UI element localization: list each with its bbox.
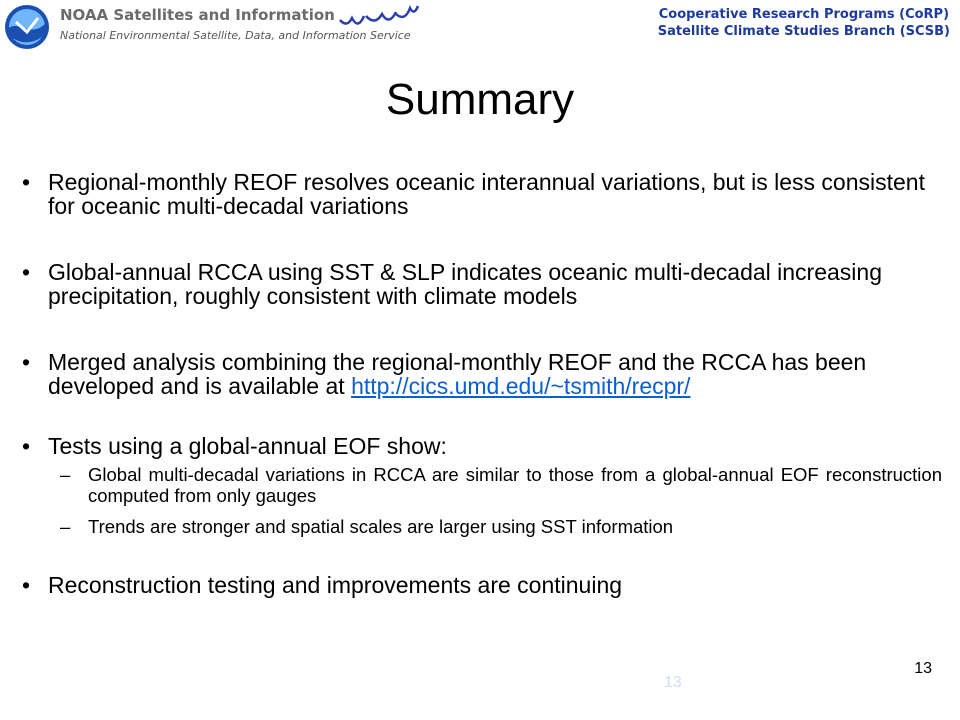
program-branch-label [658,6,950,40]
bullet-item [22,434,942,458]
sub-bullet-marker: – [60,464,71,485]
branch-name: Satellite Climate Studies Branch (SCSB) [657,24,950,39]
sub-bullet-text: Trends are stronger and spatial scales are larger using SST information [88,516,674,537]
sub-bullet-item [22,464,942,506]
sub-bullet-text: Global multi-decadal variations in RCCA are similar to those from a global-annual EOF reconstruction computed from only gauges [88,464,942,506]
bullet-marker: • [22,169,31,195]
slide-content [22,170,942,597]
org-name: NOAA Satellites and Information [60,6,335,24]
bullet-text: Regional-monthly REOF resolves oceanic interannual variations, but is less consistent for oceanic multi-decadal variations [48,169,925,219]
slide-header [0,0,960,56]
page-number: 13 [914,660,932,677]
slide-title: Summary [385,75,575,124]
watermark-page-number: 13 [664,674,682,691]
bullet-marker: • [22,433,31,459]
bullet-item [22,350,942,398]
bullet-marker: • [22,259,31,285]
recpr-link[interactable]: http://cics.umd.edu/~tsmith/recpr/ [351,373,691,399]
bullet-text: Merged analysis combining the regional-monthly REOF and the RCCA has been developed and is available at [48,349,867,399]
birds-graphic-icon [338,2,420,32]
bullet-text: Global-annual RCCA using SST & SLP indicates oceanic multi-decadal increasing precipitation, roughly consistent with climate models [48,259,882,309]
bullet-text: Tests using a global-annual EOF show: [48,433,447,459]
bullet-item [22,260,942,308]
sub-bullet-marker: – [60,516,71,537]
bullet-marker: • [22,572,31,598]
corp-program-name: Cooperative Research Programs (CoRP) [658,7,950,22]
bullet-item [22,170,942,218]
bullet-text: Reconstruction testing and improvements are continuing [48,572,623,598]
sub-bullet-item [22,516,942,537]
org-subtitle: National Environmental Satellite, Data, and Information Service [60,29,411,42]
bullet-marker: • [22,349,31,375]
bullet-item [22,573,942,597]
noaa-logo-icon [4,4,50,50]
